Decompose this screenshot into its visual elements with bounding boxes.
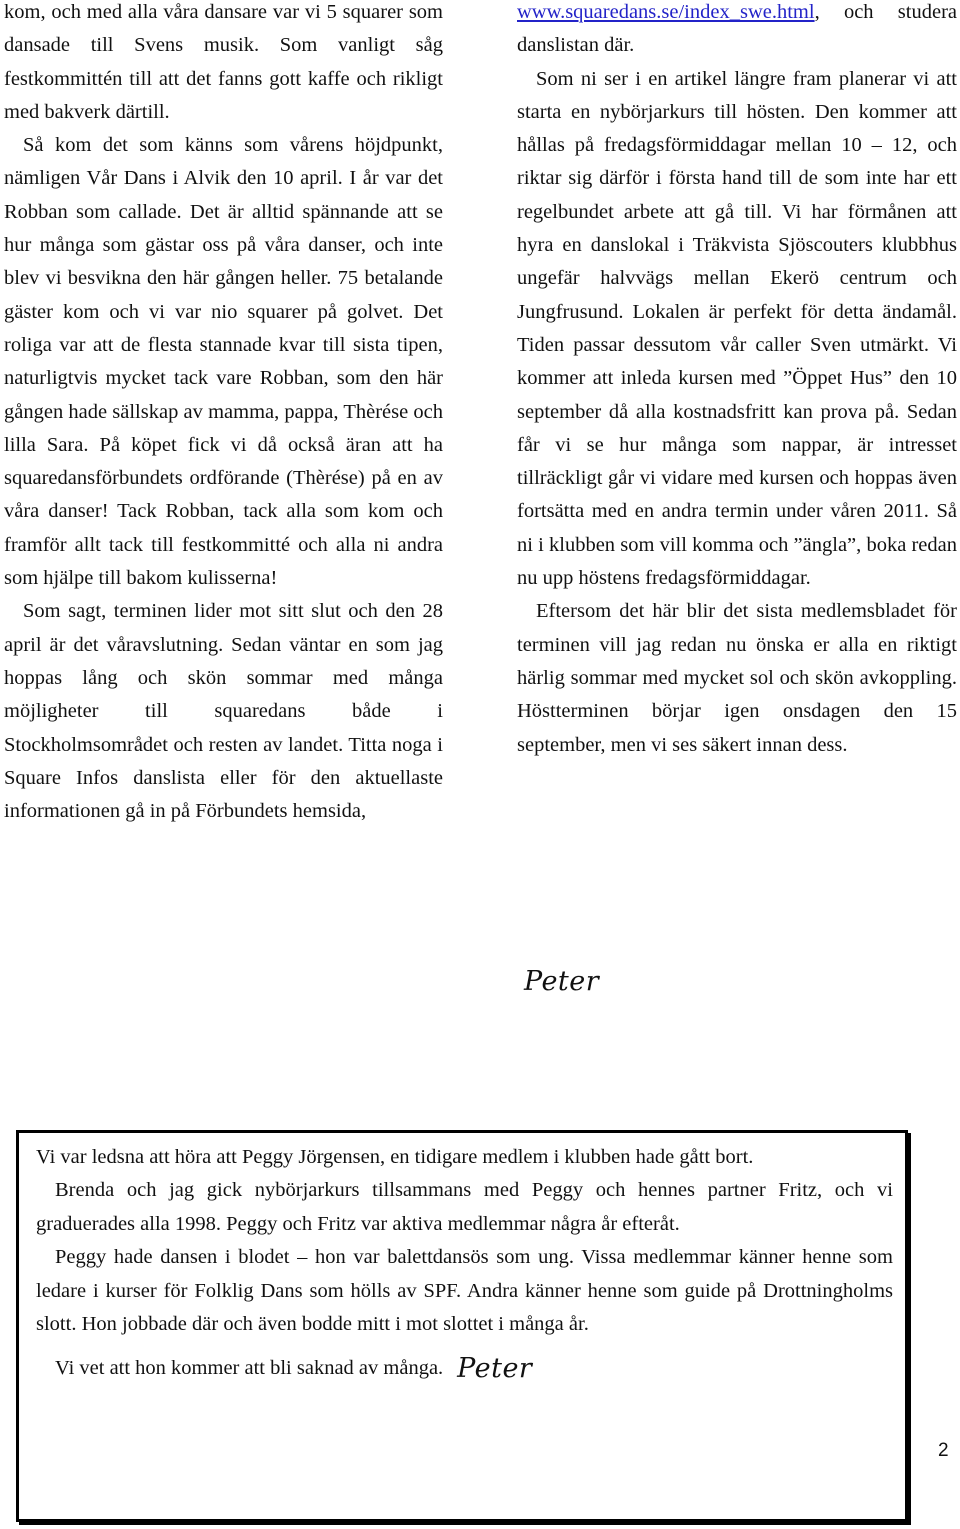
right-paragraph-2: Som ni ser i en artikel längre fram planerar vi att starta en nybörjarkurs till hösten. Den kommer att hållas på fredagsförmiddagar mellan 10 – 12, och riktar sig därför i första hand till de som inte har ett regelbundet arbete att gå till. Vi har förmånen att hyra en danslokal i Träkvista Sjöscouters klubbhus ungefär halvvägs mellan Ekerö centrum och Jungfrusund. Lokalen är perfekt för detta ändamål. Tiden passar dessutom vår caller Sven utmärkt. Vi kommer att inleda kursen med ”Öppet Hus” den 10 september då alla kostnadsfritt kan prova på. Sedan får vi se hur många som nappar, är intresset tillräckligt går vi vidare med kursen och hoppas även fortsätta med en andra termin under våren 2011. Så ni i klubben som vill komma och ”ängla”, boka redan nu upp höstens fredagsförmiddagar. (517, 67, 957, 590)
left-paragraph-1: kom, och med alla våra dansare var vi 5 squarer som dansade till Svens musik. Som vanligt såg festkommittén till att det fanns gott kaffe och rikligt med bakverk därtill. (4, 1, 443, 123)
notice-paragraph-4 (36, 1349, 893, 1385)
right-paragraph-1 (517, 0, 957, 63)
left-column (4, 0, 443, 828)
right-paragraph-1-rest: , och studera danslistan där. (517, 1, 957, 57)
left-paragraph-3: Som sagt, terminen lider mot sitt slut och den 28 april är det våravslutning. Sedan väntar en som jag hoppas lång och skön sommar med många möjligheter till squaredans både i Stockholmsområdet och resten av landet. Titta noga i Square Infos danslista eller för den aktuellaste informationen gå in på Förbundets hemsida, (4, 600, 443, 823)
page-number: 2 (938, 1440, 949, 1461)
notice-paragraph-3: Peggy hade dansen i blodet – hon var balettdansös som ung. Vissa medlemmar känner henne som ledare i kurser för Folklig Dans som hölls av SPF. Andra känner henne som guide på Drottningholms slott. Hon jobbade där och även bodde mitt i mot slottet i många år. (36, 1246, 893, 1336)
notice-paragraph-1: Vi var ledsna att höra att Peggy Jörgensen, en tidigare medlem i klubben hade gått bort. (36, 1146, 754, 1168)
right-column (517, 0, 957, 762)
signature-peter: Peter (524, 966, 600, 997)
notice-box (16, 1130, 908, 1522)
notice-signature-peter: Peter (457, 1353, 533, 1385)
squaredans-link[interactable]: www.squaredans.se/index_swe.html (517, 1, 815, 23)
right-paragraph-3: Eftersom det här blir det sista medlemsbladet för terminen vill jag redan nu önska er alla en riktigt härlig sommar med mycket sol och skön avkoppling. Höstterminen börjar igen onsdagen den 15 september, men vi ses säkert innan dess. (517, 600, 957, 756)
notice-closing-text: Vi vet att hon kommer att bli saknad av många. (55, 1357, 444, 1380)
left-paragraph-2: Så kom det som känns som vårens höjdpunkt, nämligen Vår Dans i Alvik den 10 april. I år var det Robban som callade. Det är alltid spännande att se hur många som gästar oss på våra danser, och inte blev vi besvikna den här gången heller. 75 betalande gäster kom och vi var nio squarer på golvet. Det roliga var att de flesta stannade kvar till sista tipen, naturligtvis mycket tack vare Robban, som den här gången hade sällskap av mamma, pappa, Thèrése och lilla Sara. På köpet fick vi då också äran att ha squaredansförbundets ordförande (Thèrése) på en av våra danser! Tack Robban, tack alla som kom och framför allt tack till festkommitté och alla ni andra som hjälpe till bakom kulisserna! (4, 134, 443, 590)
notice-box-text (36, 1141, 893, 1386)
notice-paragraph-2: Brenda och jag gick nybörjarkurs tillsammans med Peggy och hennes partner Fritz, och vi graduerades alla 1998. Peggy och Fritz var aktiva medlemmar några år efteråt. (36, 1179, 893, 1235)
